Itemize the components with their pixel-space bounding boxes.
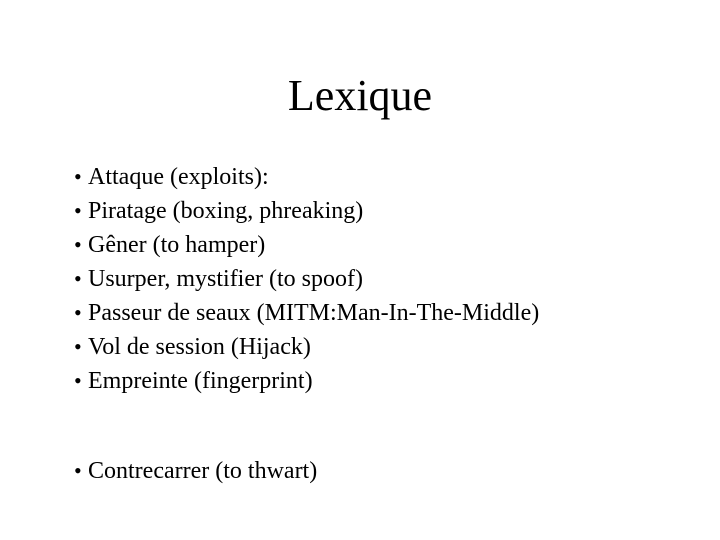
list-item xyxy=(74,330,694,364)
list-item-text: Empreinte (fingerprint) xyxy=(88,368,313,394)
bullet-icon: • xyxy=(74,164,82,189)
bullet-icon: • xyxy=(74,198,82,223)
list-item xyxy=(74,262,694,296)
list-item xyxy=(74,454,694,488)
bullet-icon: • xyxy=(74,266,82,291)
list-item-text: Vol de session (Hijack) xyxy=(88,334,311,360)
slide-title: Lexique xyxy=(287,71,433,120)
list-item xyxy=(74,296,694,330)
bullet-list xyxy=(74,160,694,398)
list-item-text: Piratage (boxing, phreaking) xyxy=(88,198,364,224)
list-item xyxy=(74,160,694,194)
list-item xyxy=(74,364,694,398)
list-item-text: Contrecarrer (to thwart) xyxy=(88,458,318,484)
bullet-icon: • xyxy=(74,300,82,325)
bullet-icon: • xyxy=(74,232,82,257)
bullet-list-extra xyxy=(74,454,694,488)
bullet-icon: • xyxy=(74,458,82,483)
list-item-text: Passeur de seaux (MITM:Man-In-The-Middle) xyxy=(88,300,540,326)
list-item xyxy=(74,228,694,262)
list-item-text: Gêner (to hamper) xyxy=(88,232,266,258)
list-item xyxy=(74,194,694,228)
bullet-icon: • xyxy=(74,368,82,393)
list-item-text: Attaque (exploits): xyxy=(88,164,269,190)
list-item-text: Usurper, mystifier (to spoof) xyxy=(88,266,363,292)
bullet-icon: • xyxy=(74,334,82,359)
